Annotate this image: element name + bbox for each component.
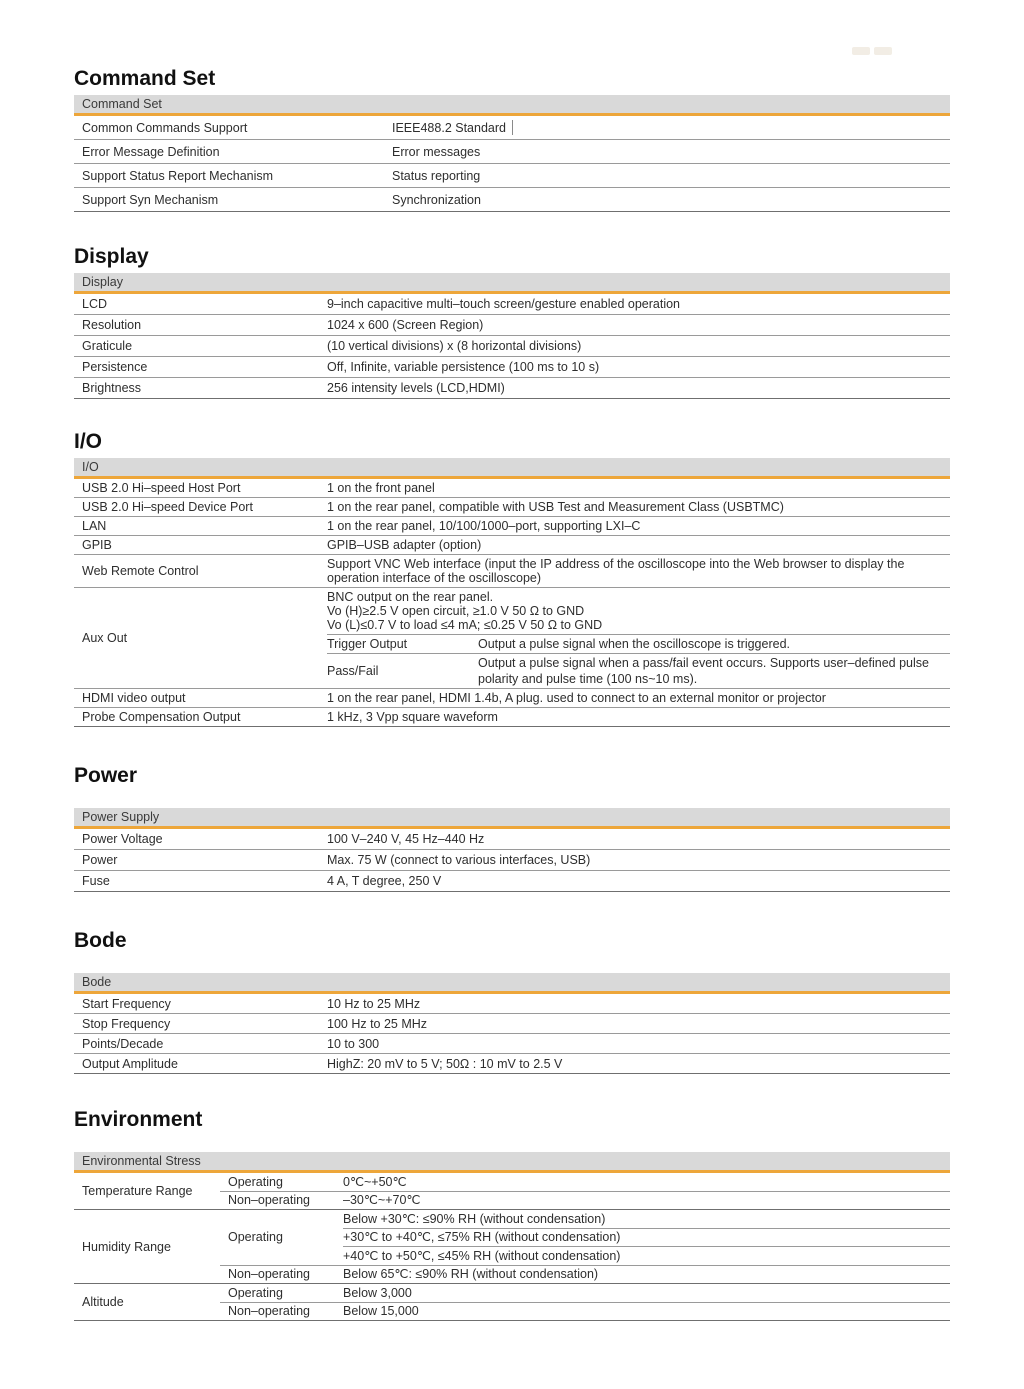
display-table (74, 273, 950, 399)
spec-value: 100 V–240 V, 45 Hz–440 Hz (327, 832, 485, 846)
section-title-io: I/O (74, 430, 103, 453)
section-title-command-set: Command Set (74, 67, 216, 90)
spec-value: Below 3,000 (343, 1285, 412, 1300)
spec-label: Power Voltage (82, 832, 163, 846)
aux-out-lines (327, 588, 950, 634)
table-row (74, 139, 950, 163)
aux-line: Vo (H)≥2.5 V open circuit, ≥1.0 V 50 Ω to GND (327, 604, 585, 618)
table-row (74, 994, 950, 1013)
spec-label: Trigger Output (327, 637, 408, 651)
env-group-temperature (74, 1173, 950, 1209)
table-row (74, 479, 950, 497)
spec-value: 0℃~+50℃ (343, 1174, 407, 1189)
table-row (74, 1053, 950, 1073)
spec-value: 1024 x 600 (Screen Region) (327, 318, 484, 332)
spec-value: –30℃~+70℃ (343, 1193, 421, 1208)
spec-label: Brightness (82, 381, 142, 395)
aux-sub-row (327, 634, 950, 653)
spec-value: GPIB–USB adapter (option) (327, 538, 482, 552)
env-mode: Non–operating (228, 1267, 311, 1282)
env-sub-row (220, 1210, 950, 1265)
table-row (74, 497, 950, 516)
spec-value: 10 Hz to 25 MHz (327, 996, 421, 1011)
spec-label: Graticule (82, 339, 133, 353)
table-header: Command Set (74, 95, 950, 116)
spec-value: +30℃ to +40℃, ≤75% RH (without condensation) (343, 1228, 950, 1247)
spec-value: +40℃ to +50℃, ≤45% RH (without condensation) (343, 1246, 950, 1265)
page-content (74, 66, 950, 1321)
table-row (74, 849, 950, 870)
command-set-table (74, 95, 950, 212)
spec-value: 1 on the rear panel, compatible with USB Test and Measurement Class (USBTMC) (327, 500, 784, 514)
spec-label: Common Commands Support (82, 120, 248, 135)
aux-out-details (327, 588, 950, 688)
section-title-display: Display (74, 245, 149, 268)
aux-line: Vo (L)≤0.7 V to load ≤4 mA; ≤0.25 V 50 Ω to GND (327, 618, 603, 632)
table-row (74, 314, 950, 335)
spec-label: LAN (82, 519, 107, 533)
spec-label: USB 2.0 Hi–speed Host Port (82, 481, 241, 495)
env-mode: Non–operating (228, 1193, 311, 1208)
spec-value: IEEE488.2 Standard (392, 120, 506, 135)
faint-watermark (852, 42, 902, 54)
table-row (74, 535, 950, 554)
table-header: Environmental Stress (74, 1152, 950, 1173)
spec-label: Start Frequency (82, 996, 171, 1011)
table-row (74, 335, 950, 356)
aux-line: BNC output on the rear panel. (327, 590, 494, 604)
spec-value: Output a pulse signal when a pass/fail event occurs. Supports user–defined pulse polarity and pulse time (100 ns~10 ms). (478, 656, 929, 686)
spec-label: Probe Compensation Output (82, 710, 241, 724)
spec-value: Below 65℃: ≤90% RH (without condensation) (343, 1267, 599, 1282)
spec-label: Web Remote Control (82, 564, 199, 578)
env-group-humidity (74, 1209, 950, 1283)
env-mode: Operating (228, 1174, 283, 1189)
spec-value: 9–inch capacitive multi–touch screen/gesture enabled operation (327, 297, 681, 311)
spec-value: 1 on the rear panel, 10/100/1000–port, supporting LXI–C (327, 519, 641, 533)
spec-label: LCD (82, 297, 108, 311)
spec-label: Fuse (82, 874, 110, 888)
env-sub-row (220, 1284, 950, 1302)
spec-value: (10 vertical divisions) x (8 horizontal divisions) (327, 339, 582, 353)
table-row (74, 554, 950, 587)
spec-value: 100 Hz to 25 MHz (327, 1016, 428, 1031)
env-mode: Operating (228, 1285, 283, 1300)
bode-table (74, 973, 950, 1074)
table-row (74, 707, 950, 726)
env-sub-row (220, 1265, 950, 1284)
spec-label: GPIB (82, 538, 112, 552)
spec-label: USB 2.0 Hi–speed Device Port (82, 500, 253, 514)
table-row (74, 294, 950, 314)
env-group-altitude (74, 1283, 950, 1320)
env-sub-row (220, 1302, 950, 1321)
table-row (74, 1033, 950, 1053)
spec-label: Output Amplitude (82, 1056, 178, 1071)
table-row (74, 870, 950, 891)
section-title-bode: Bode (74, 929, 127, 952)
env-mode: Operating (228, 1230, 283, 1245)
table-row (74, 516, 950, 535)
spec-label: Altitude (82, 1295, 124, 1309)
table-row (74, 187, 950, 211)
spec-label: Pass/Fail (327, 664, 379, 678)
spec-label: Aux Out (82, 631, 128, 645)
table-header: Power Supply (74, 808, 950, 829)
spec-value: Error messages (392, 144, 481, 159)
spec-value: Below 15,000 (343, 1304, 419, 1319)
spec-value: 10 to 300 (327, 1036, 380, 1051)
table-row (74, 829, 950, 849)
table-header: I/O (74, 458, 950, 479)
spec-value: 1 on the rear panel, HDMI 1.4b, A plug. used to connect to an external monitor or projector (327, 691, 826, 705)
aux-sub-row (327, 653, 950, 688)
spec-label: Support Syn Mechanism (82, 192, 219, 207)
spec-label: Persistence (82, 360, 148, 374)
spec-label: Humidity Range (82, 1239, 171, 1254)
spec-label: Support Status Report Mechanism (82, 168, 274, 183)
spec-value: Status reporting (392, 168, 481, 183)
spec-value: 1 on the front panel (327, 481, 435, 495)
spec-value: Off, Infinite, variable persistence (100 ms to 10 s) (327, 360, 600, 374)
spec-value: 1 kHz, 3 Vpp square waveform (327, 710, 498, 724)
spec-label: Power (82, 853, 118, 867)
env-sub-row (220, 1173, 950, 1191)
table-row (74, 688, 950, 707)
table-row (74, 1013, 950, 1033)
table-row (74, 356, 950, 377)
spec-label: Resolution (82, 318, 142, 332)
section-title-power: Power (74, 764, 138, 787)
spec-value: Max. 75 W (connect to various interfaces, USB) (327, 853, 591, 867)
spec-value: Below +30℃: ≤90% RH (without condensation) (343, 1211, 606, 1226)
spec-value: Support VNC Web interface (input the IP address of the oscilloscope into the Web browser to display the operation interface of the oscilloscope) (327, 557, 905, 585)
section-title-environment: Environment (74, 1108, 203, 1131)
table-row (74, 163, 950, 187)
spec-label: Error Message Definition (82, 144, 220, 159)
spec-label: Temperature Range (82, 1184, 193, 1198)
power-table (74, 808, 950, 892)
env-sub-row (220, 1191, 950, 1210)
environment-table (74, 1152, 950, 1321)
spec-label: Stop Frequency (82, 1016, 171, 1031)
table-header: Bode (74, 973, 950, 994)
table-row (74, 116, 950, 139)
env-mode: Non–operating (228, 1304, 311, 1319)
table-row (74, 377, 950, 398)
spec-value: Synchronization (392, 192, 481, 207)
spec-value: Output a pulse signal when the oscilloscope is triggered. (478, 637, 790, 651)
spec-label: HDMI video output (82, 691, 186, 705)
spec-label: Points/Decade (82, 1036, 164, 1051)
table-row-aux-out (74, 587, 950, 688)
spec-value: HighZ: 20 mV to 5 V; 50Ω : 10 mV to 2.5 V (327, 1056, 563, 1071)
table-header: Display (74, 273, 950, 294)
spec-value: 256 intensity levels (LCD,HDMI) (327, 381, 505, 395)
io-table (74, 458, 950, 727)
spec-value: 4 A, T degree, 250 V (327, 874, 442, 888)
